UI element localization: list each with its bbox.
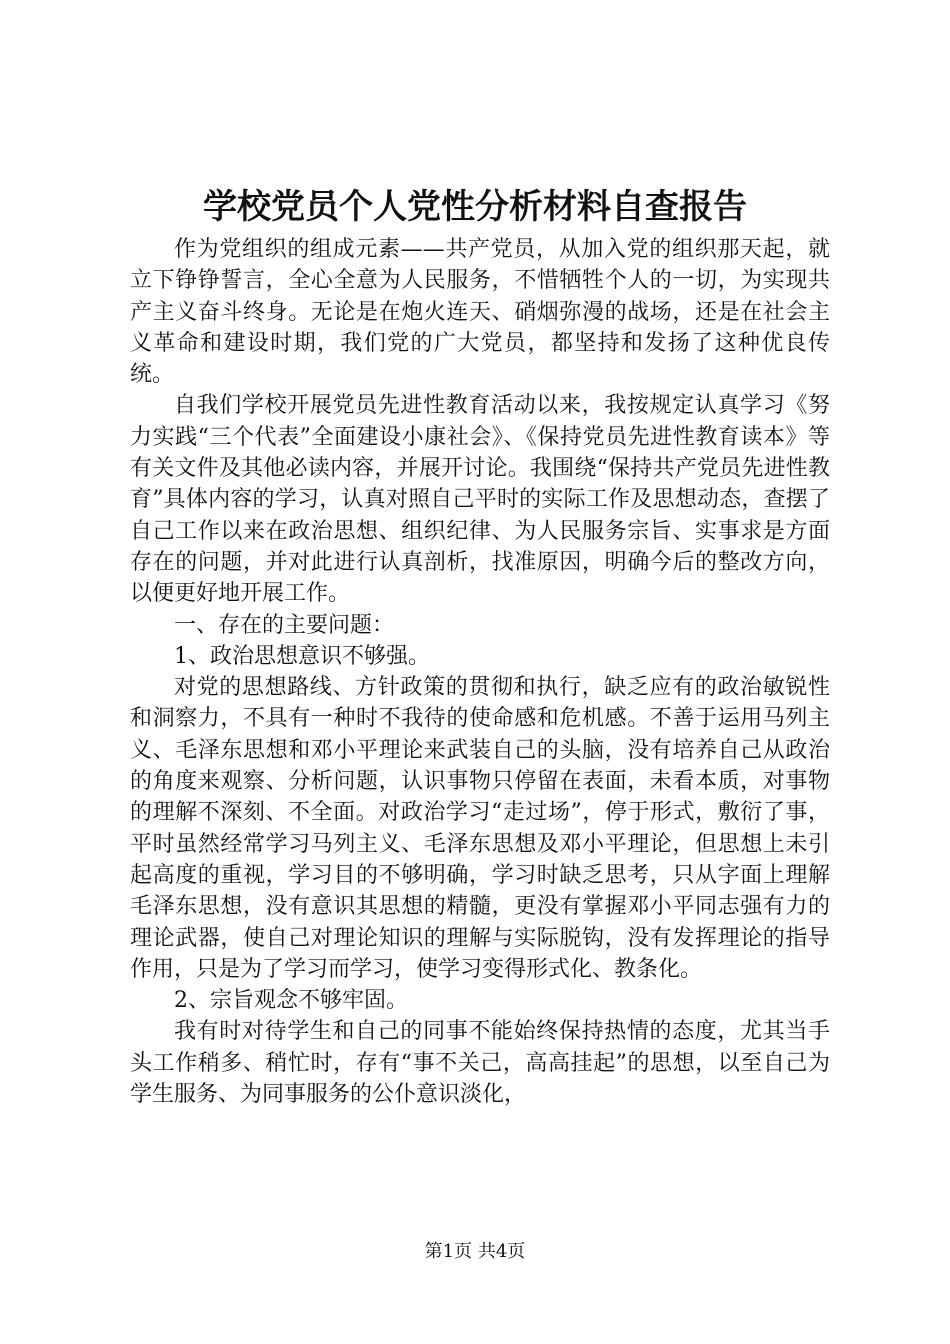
document-title: 学校党员个人党性分析材料自查报告 — [203, 187, 747, 227]
item1-paragraph: 对党的思想路线、方针政策的贯彻和执行，缺乏应有的政治敏锐性和洞察力，不具有一种时不我待的使命感和危机感。不善于运用马列主义、毛泽东思想和邓小平理论来武装自己的头脑，没有培养自己从政治的角度来观察、分析问题，认识事物只停留在表面，未看本质，对事物的理解不深刻、不全面。对政治学习“走过场”，停于形式，敷衍了事，平时虽然经常学习马列主义、毛泽东思想及邓小平理论，但思想上未引起高度的重视，学习目的不够明确，学习时缺乏思考，只从字面上理解毛泽东思想，没有意识其思想的精髓，更没有掌握邓小平同志强有力的理论武器，使自己对理论知识的理解与实际脱钩，没有发挥理论的指导作用，只是为了学习而学习，使学习变得形式化、教条化。 — [130, 675, 830, 982]
paragraph-intro: 作为党组织的组成元素——共产党员，从加入党的组织那天起，就立下铮铮誓言，全心全意为人民服务，不惜牺牲个人的一切，为实现共产主义奋斗终身。无论是在炮火连天、硝烟弥漫的战场，还是在社会主义革命和建设时期，我们党的广大党员，都坚持和发扬了这种优良传统。 — [130, 237, 830, 388]
paragraph-background: 自我们学校开展党员先进性教育活动以来，我按规定认真学习《努力实践“三个代表”全面建设小康社会》、《保持党员先进性教育读本》等有关文件及其他必读内容，并展开讨论。我围绕“保持共产党员先进性教育”具体内容的学习，认真对照自己平时的实际工作及思想动态，查摆了自己工作以来在政治思想、组织纪律、为人民服务宗旨、实事求是方面存在的问题，并对此进行认真剖析，找准原因，明确今后的整改方向，以便更好地开展工作。 — [130, 393, 830, 607]
item1-heading: 1、政治思想意识不够强。 — [174, 643, 430, 669]
page-indicator: 第1页 共4页 — [424, 1241, 526, 1262]
item2-heading: 2、宗旨观念不够牢固。 — [174, 988, 408, 1014]
section-heading: 一、存在的主要问题： — [174, 612, 395, 638]
item2-paragraph: 我有时对待学生和自己的同事不能始终保持热情的态度，尤其当手头工作稍多、稍忙时，存有“事不关己，高高挂起”的思想，以至自己为学生服务、为同事服务的公仆意识淡化， — [130, 1019, 830, 1108]
page-footer — [0, 1240, 950, 1264]
document-body — [130, 234, 830, 1110]
